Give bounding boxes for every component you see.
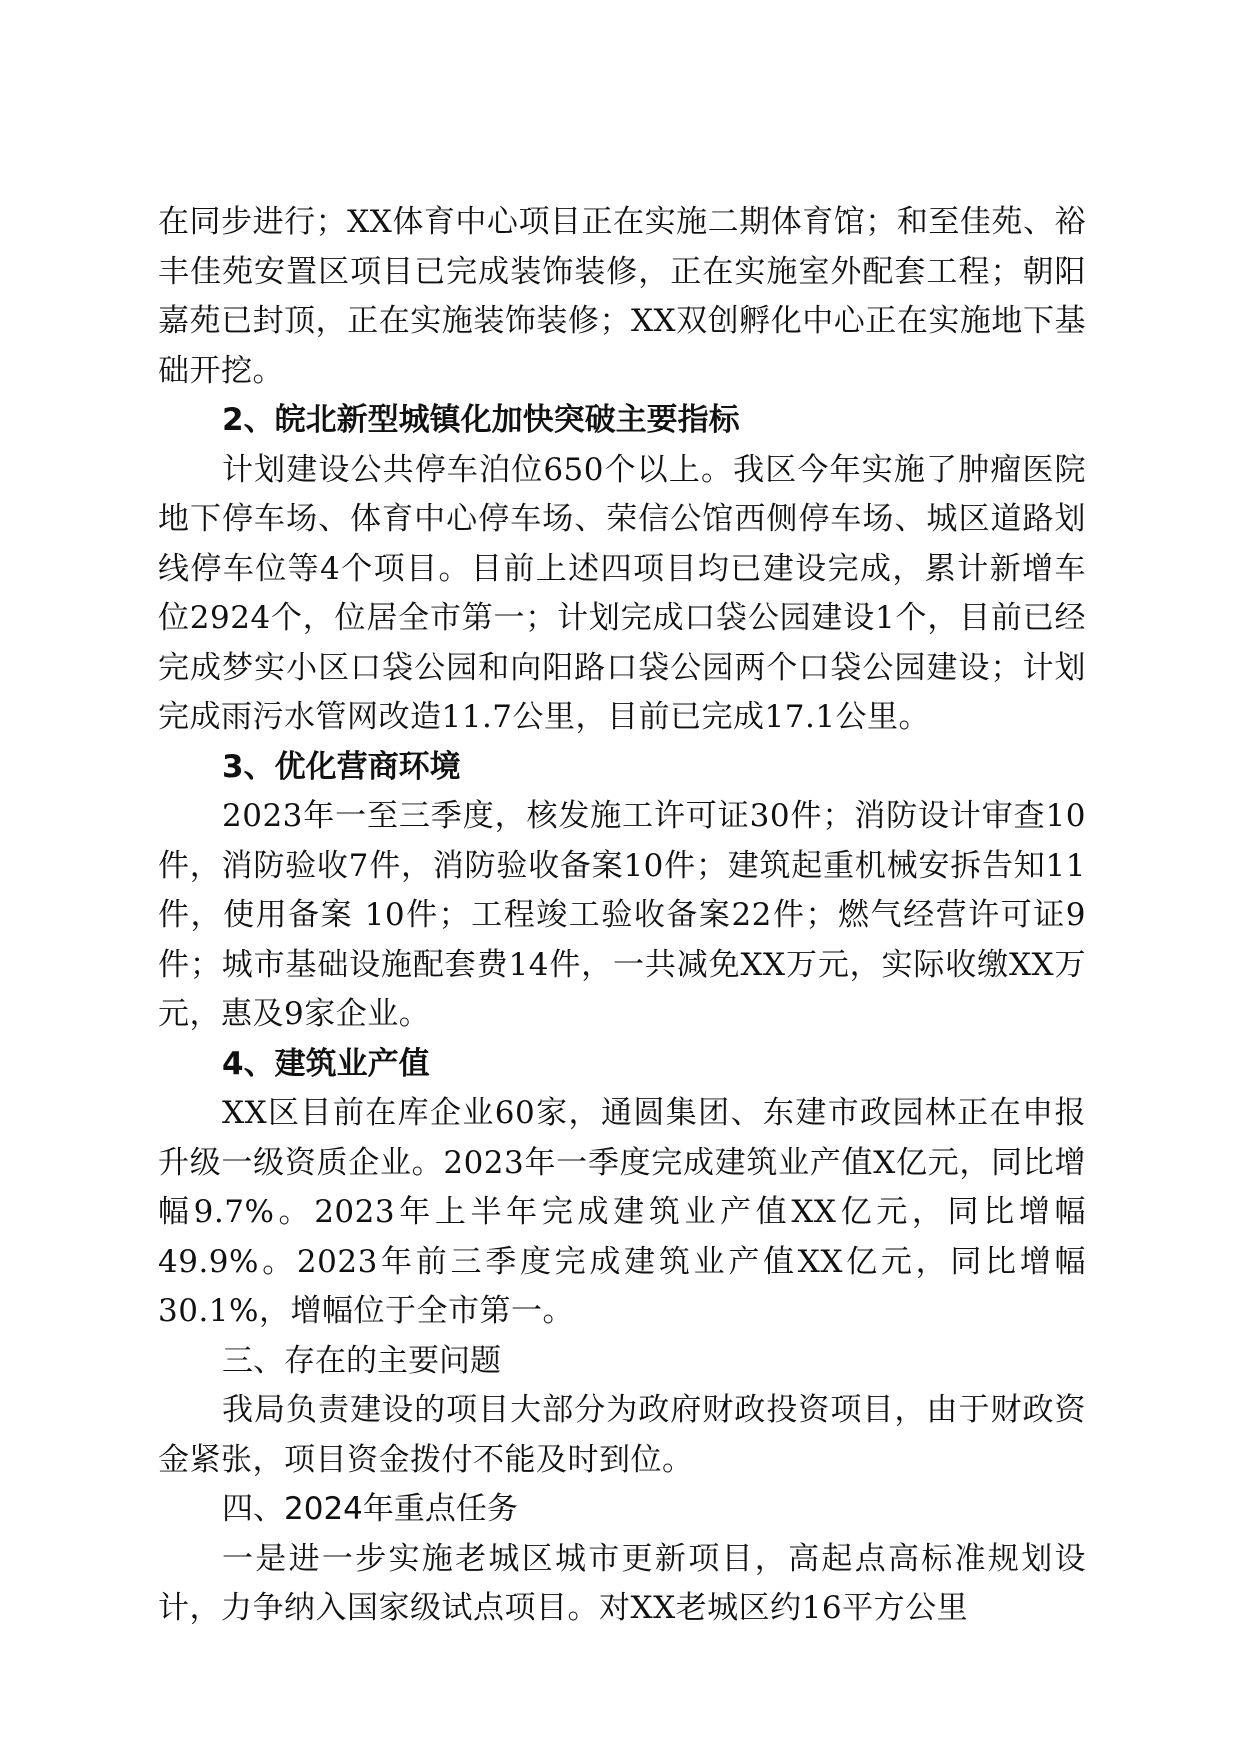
- paragraph-2024-tasks: 一是进一步实施老城区城市更新项目，高起点高标准规划设计，力争纳入国家级试点项目。对XX老城区约16平方公里: [158, 1540, 1086, 1626]
- paragraph-parking-and-parks: 计划建设公共停车泊位650个以上。我区今年实施了肿瘤医院地下停车场、体育中心停车场、荣信公馆西侧停车场、城区道路划线停车位等4个项目。目前上述四项目均已建设完成，累计新增车位2924个，位居全市第一；计划完成口袋公园建设1个，目前已经完成梦实小区口袋公园和向阳路口袋公园两个口袋公园建设；计划完成雨污水管网改造11.7公里，目前已完成17.1公里。: [158, 451, 1086, 735]
- paragraph-construction-output: XX区目前在库企业60家，通圆集团、东建市政园林正在申报升级一级资质企业。2023年一季度完成建筑业产值X亿元，同比增幅9.7%。2023年上半年完成建筑业产值XX亿元，同比增幅49.9%。2023年前三季度完成建筑业产值XX亿元，同比增幅30.1%，增幅位于全市第一。: [158, 1095, 1086, 1329]
- paragraph-permits: 2023年一至三季度，核发施工许可证30件；消防设计审查10件，消防验收7件，消防验收备案10件；建筑起重机械安拆告知11件，使用备案 10件；工程竣工验收备案22件；燃气经营许可证9件；城市基础设施配套费14件，一共减免XX万元，实际收缴XX万元，惠及9家企业。: [158, 798, 1086, 1032]
- heading-urbanization-indicators: 2、皖北新型城镇化加快突破主要指标: [222, 402, 740, 438]
- document-body: [158, 198, 1086, 1634]
- heading-construction-output: 4、建筑业产值: [222, 1045, 430, 1082]
- heading-business-environment: 3、优化营商环境: [222, 748, 461, 785]
- heading-2024-tasks: 四、2024年重点任务: [222, 1491, 518, 1527]
- heading-main-problems: 三、存在的主要问题: [222, 1342, 501, 1379]
- paragraph-continued-projects: 在同步进行；XX体育中心项目正在实施二期体育馆；和至佳苑、裕丰佳苑安置区项目已完成装饰装修，正在实施室外配套工程；朝阳嘉苑已封顶，正在实施装饰装修；XX双创孵化中心正在实施地下基础开挖。: [158, 204, 1086, 389]
- paragraph-main-problems: 我局负责建设的项目大部分为政府财政投资项目，由于财政资金紧张，项目资金拨付不能及时到位。: [158, 1392, 1086, 1478]
